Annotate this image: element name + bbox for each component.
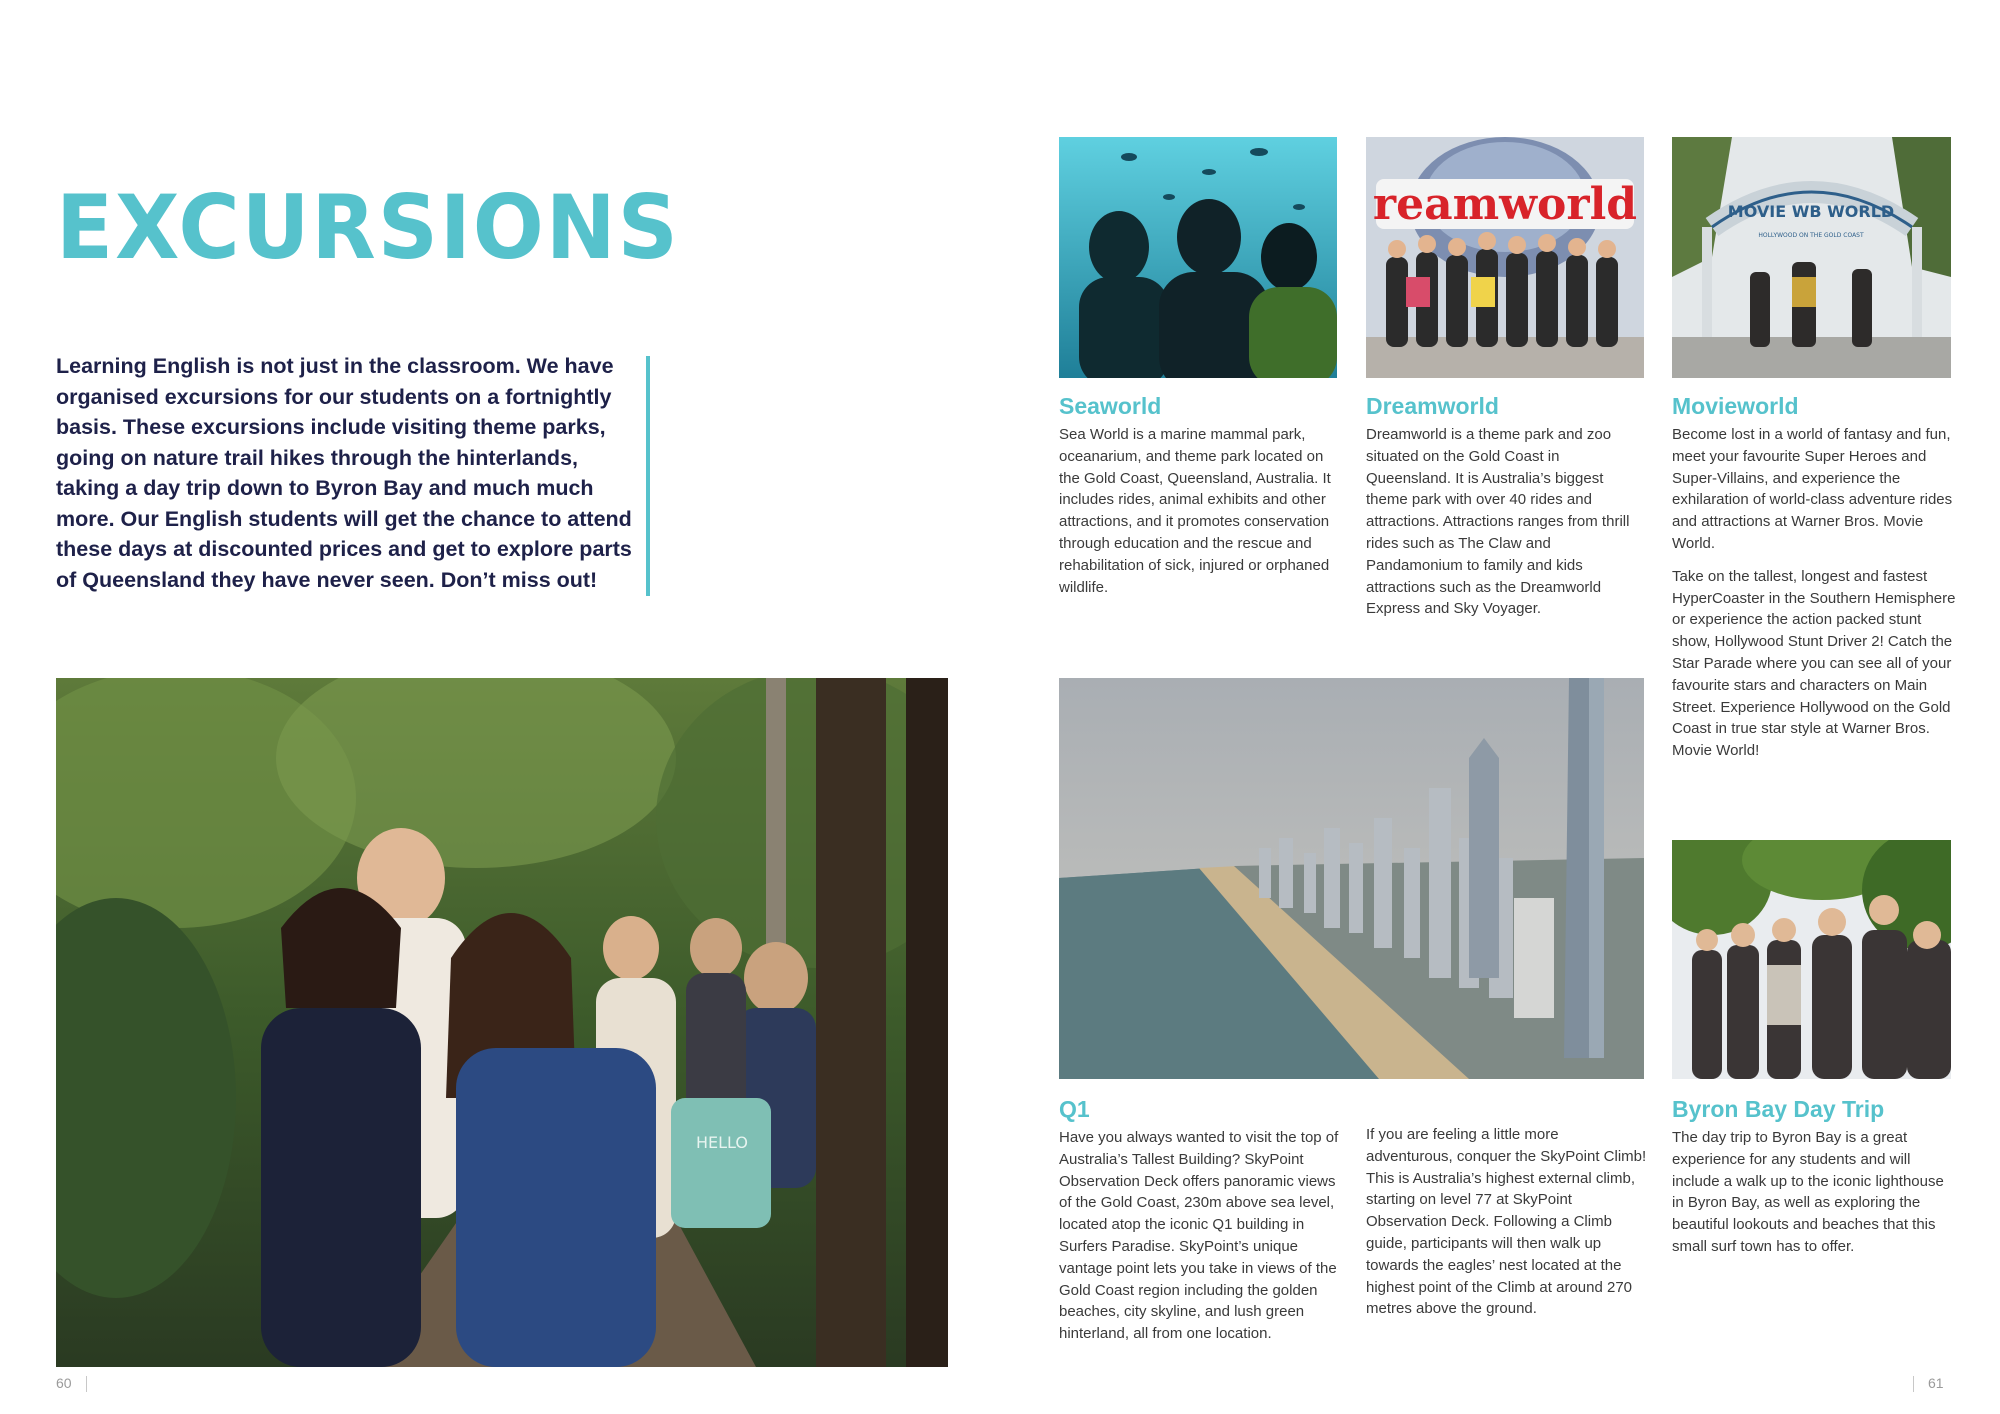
page-number-right-divider xyxy=(1913,1376,1914,1392)
page-number-left-divider xyxy=(86,1376,87,1392)
q1-body-paragraph-1: Have you always wanted to visit the top of Australia’s Tallest Building? SkyPoint Observation Deck offers panoramic views of the Gold Coast, 230m above sea level, located atop the iconic Q1 building in Surfers Paradise. SkyPoint’s unique vantage point lets you take in views of the Gold Coast region including the golden beaches, city skyline, and lush green hinterland, all from one location. xyxy=(1059,1129,1339,1343)
byron-bay-body: The day trip to Byron Bay is a great experience for any students and will include a walk up to the iconic lighthouse in Byron Bay, as well as exploring the beautiful lookouts and beaches that this small surf town has to offer. xyxy=(1672,1129,1944,1255)
movieworld-body-paragraph-1: Become lost in a world of fantasy and fun, meet your favourite Super Heroes and Super-Villains, and experience the exhilaration of world-class adventure rides and attractions at Warner Bros. Movie World. xyxy=(1672,426,1953,552)
byron-bay-photo xyxy=(1672,840,1951,1079)
page-number-right: 61 xyxy=(1928,1375,1944,1391)
page-number-left: 60 xyxy=(56,1375,72,1391)
q1-body-paragraph-2: If you are feeling a little more adventurous, conquer the SkyPoint Climb! This is Australia’s highest external climb, starting on level 77 at SkyPoint Observation Deck. Following a Climb guide, participants will then walk up towards the eagles’ nest located at the highest point of the Climb at around 270 metres above the ground. xyxy=(1366,1126,1647,1318)
dreamworld-photo xyxy=(1366,137,1644,378)
dreamworld-sign-text: reamworld xyxy=(1372,179,1638,230)
accent-divider xyxy=(646,356,650,596)
movieworld-photo xyxy=(1672,137,1951,378)
movieworld-title: Movieworld xyxy=(1672,393,1799,419)
page-title: EXCURSIONS xyxy=(56,176,680,279)
seaworld-title: Seaworld xyxy=(1059,393,1162,419)
intro-paragraph: Learning English is not just in the classroom. We have organised excursions for our students on a fortnightly basis. These excursions include visiting theme parks, going on nature trail hikes through the hinterlands, taking a day trip down to Byron Bay and much much more. Our English students will get the chance to attend these days at discounted prices and get to explore parts of Queensland they have never seen. Don’t miss out! xyxy=(56,354,632,592)
hiking-group-photo xyxy=(56,678,948,1367)
q1-title: Q1 xyxy=(1059,1096,1090,1122)
byron-bay-title: Byron Bay Day Trip xyxy=(1672,1096,1885,1122)
movieworld-sign-subtext: HOLLYWOOD ON THE GOLD COAST xyxy=(1758,232,1864,239)
seaworld-body: Sea World is a marine mammal park, oceanarium, and theme park located on the Gold Coast, Queensland, Australia. It includes rides, animal exhibits and other attractions, and it promotes conservation through education and the rescue and rehabilitation of sick, injured or orphaned wildlife. xyxy=(1059,426,1331,596)
movieworld-body xyxy=(1672,424,1962,773)
bag-text: HELLO xyxy=(696,1133,748,1152)
dreamworld-body: Dreamworld is a theme park and zoo situated on the Gold Coast in Queensland. It is Australia’s biggest theme park with over 40 rides and attractions. Attractions ranges from thrill rides such as The Claw and Pandamonium to family and kids attractions such as the Dreamworld Express and Sky Voyager. xyxy=(1366,426,1630,618)
seaworld-photo xyxy=(1059,137,1337,378)
q1-gold-coast-photo xyxy=(1059,678,1644,1079)
movieworld-sign-text: MOVIE WB WORLD xyxy=(1727,202,1895,221)
dreamworld-title: Dreamworld xyxy=(1366,393,1499,419)
movieworld-body-paragraph-2: Take on the tallest, longest and fastest HyperCoaster in the Southern Hemisphere or experience the action packed stunt show, Hollywood Stunt Driver 2! Catch the Star Parade where you can see all of your favourite stars and characters on Main Street. Experience Hollywood on the Gold Coast in true star style at Warner Bros. Movie World! xyxy=(1672,567,1956,760)
